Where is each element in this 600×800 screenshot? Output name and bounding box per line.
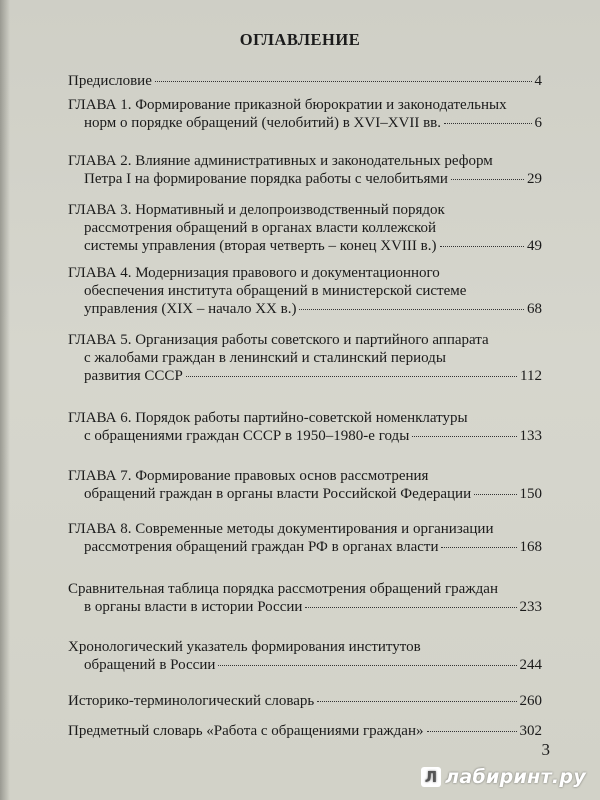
toc-entry-line: ГЛАВА 1. Формирование приказной бюрократии и законодательных xyxy=(68,97,507,113)
toc-entry xyxy=(68,467,542,503)
toc-entry-line: обращений граждан в органы власти Российской Федерации xyxy=(84,486,472,502)
toc-entry-last-line xyxy=(68,72,542,90)
toc-entry-last-line xyxy=(68,485,542,503)
toc-entry-last-line xyxy=(68,170,542,188)
leader-dots xyxy=(412,435,516,437)
toc-entry-page: 68 xyxy=(527,301,542,317)
toc-entry-page: 233 xyxy=(519,599,542,615)
toc-title: ОГЛАВЛЕНИЕ xyxy=(239,30,361,49)
toc-entry-line: Историко-терминологический словарь xyxy=(68,693,315,709)
toc-entry-last-line xyxy=(68,656,542,674)
toc-entry-line: системы управления (вторая четверть – конец XVIII в.) xyxy=(84,238,437,254)
leader-dots xyxy=(444,122,531,124)
watermark-text: лабиринт.ру xyxy=(445,766,586,788)
leader-dots xyxy=(186,375,517,377)
toc-entry xyxy=(68,722,542,740)
toc-entry xyxy=(68,96,542,132)
toc-entry xyxy=(68,72,542,90)
watermark xyxy=(421,766,586,788)
toc-entry-page: 4 xyxy=(534,73,542,89)
toc-entry-line: обращений в России xyxy=(84,657,216,673)
toc-entry-line: ГЛАВА 8. Современные методы документирования и организации xyxy=(68,521,494,537)
toc-entry xyxy=(68,409,542,445)
page-number: 3 xyxy=(541,740,550,759)
toc-entry xyxy=(68,580,542,616)
toc-entry-page: 244 xyxy=(519,657,542,673)
toc-entry-line: рассмотрения обращений граждан РФ в органах власти xyxy=(84,539,439,555)
leader-dots xyxy=(441,546,516,548)
toc-entry-line: ГЛАВА 2. Влияние административных и законодательных реформ xyxy=(68,153,493,169)
leader-dots xyxy=(305,606,516,608)
page-edge-shadow xyxy=(0,0,10,800)
toc-entry-line: в органы власти в истории России xyxy=(84,599,303,615)
leader-dots xyxy=(299,308,524,310)
toc-entry-page: 168 xyxy=(519,539,542,555)
leader-dots xyxy=(427,730,517,732)
toc-entry xyxy=(68,638,542,674)
toc-entry xyxy=(68,692,542,710)
leader-dots xyxy=(474,493,516,495)
leader-dots xyxy=(440,245,525,247)
toc-entry-line: с обращениями граждан СССР в 1950–1980-е годы xyxy=(84,428,410,444)
toc-entry-last-line xyxy=(68,114,542,132)
toc-entry-page: 133 xyxy=(519,428,542,444)
toc-entry-line: Предисловие xyxy=(68,73,152,89)
toc-entry-line: с жалобами граждан в ленинский и сталинский периоды xyxy=(84,350,446,366)
toc-entry-last-line xyxy=(68,237,542,255)
toc-entry-line: Сравнительная таблица порядка рассмотрения обращений граждан xyxy=(68,581,498,597)
toc-entry-line: Петра I на формирование порядка работы с челобитьями xyxy=(84,171,448,187)
toc-entry xyxy=(68,201,542,255)
toc-entry xyxy=(68,331,542,385)
leader-dots xyxy=(218,664,516,666)
toc-entry-last-line xyxy=(68,300,542,318)
toc-entry-page: 49 xyxy=(527,238,542,254)
toc-entry-line: ГЛАВА 5. Организация работы советского и партийного аппарата xyxy=(68,332,489,348)
toc-entry-last-line xyxy=(68,538,542,556)
toc-entry-last-line xyxy=(68,367,542,385)
toc-entry-page: 302 xyxy=(519,723,542,739)
toc-entry-line: управления (XIX – начало XX в.) xyxy=(84,301,297,317)
toc-entry-page: 150 xyxy=(519,486,542,502)
toc-entry-line: Хронологический указатель формирования институтов xyxy=(68,639,421,655)
toc-entry-line: развития СССР xyxy=(84,368,183,384)
labirint-logo-icon: Л xyxy=(421,767,441,787)
toc-entry-page: 29 xyxy=(527,171,542,187)
toc-entry-page: 112 xyxy=(520,368,542,384)
toc-entry-line: рассмотрения обращений в органах власти коллежской xyxy=(84,220,437,236)
toc-entry-last-line xyxy=(68,427,542,445)
toc-entry-line: обеспечения института обращений в министерской системе xyxy=(84,283,467,299)
leader-dots xyxy=(451,178,524,180)
toc-entry xyxy=(68,520,542,556)
toc-entry-line: ГЛАВА 4. Модернизация правового и документационного xyxy=(68,265,440,281)
toc-entry-last-line xyxy=(68,598,542,616)
toc-entry xyxy=(68,152,542,188)
toc-entry-line: норм о порядке обращений (челобитий) в XVI–XVII вв. xyxy=(84,115,442,131)
toc-entry-last-line xyxy=(68,722,542,740)
toc-entry-last-line xyxy=(68,692,542,710)
toc-entry xyxy=(68,264,542,318)
leader-dots xyxy=(155,80,532,82)
toc-entry-line: ГЛАВА 3. Нормативный и делопроизводственный порядок xyxy=(68,202,445,218)
toc-entry-page: 6 xyxy=(534,115,542,131)
toc-entry-line: ГЛАВА 6. Порядок работы партийно-советской номенклатуры xyxy=(68,410,468,426)
leader-dots xyxy=(317,700,516,702)
toc-entry-line: Предметный словарь «Работа с обращениями граждан» xyxy=(68,723,424,739)
toc-entry-page: 260 xyxy=(519,693,542,709)
toc-entry-line: ГЛАВА 7. Формирование правовых основ рассмотрения xyxy=(68,468,429,484)
